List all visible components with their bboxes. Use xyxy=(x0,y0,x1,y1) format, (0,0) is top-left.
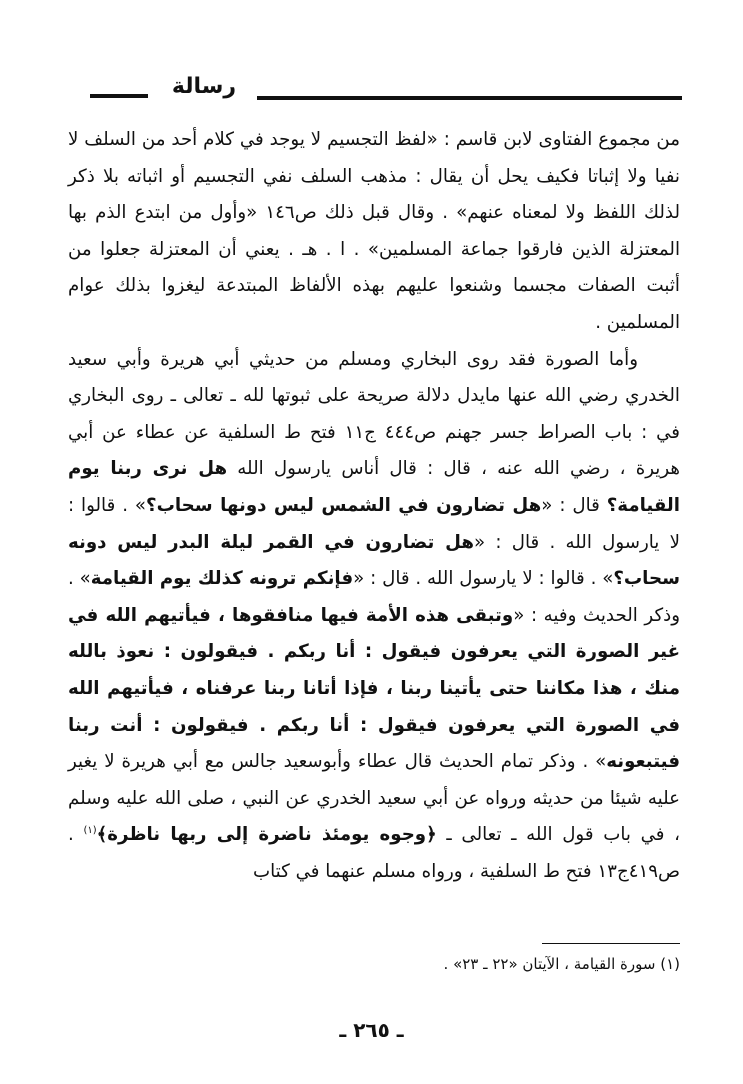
header-rule-long xyxy=(257,96,682,100)
page-header xyxy=(90,74,682,114)
footnote-reference[interactable]: (١) xyxy=(83,825,97,837)
para2-bold-6: ﴿وجوه يومئذ ناضرة إلى ربها ناظرة﴾ xyxy=(96,824,437,846)
para2-text-3: » . قالوا : لا يارسول الله . قال : « xyxy=(68,494,680,553)
footnote-divider xyxy=(542,943,680,944)
footnote: (١) سورة القيامة ، الآيتان «٢٢ ـ ٢٣» . xyxy=(443,955,680,973)
para2-text-2: قال : « xyxy=(541,494,607,516)
para2-text-1: وأما الصورة فقد روى البخاري ومسلم من حديثي أبي هريرة وأبي سعيد الخدري رضي الله عنها مايدل دلالة صريحة على ثبوتها لله ـ تعالى ـ روى البخاري في : باب الصراط جسر جهنم ص٤٤٤ ج١١ فتح ط السلفية عن عطاء عن أبي هريرة ، رضي الله عنه ، قال : قال أناس يارسول الله xyxy=(68,348,680,480)
paragraph-2 xyxy=(68,342,680,891)
para2-text-5: » . وذكر الحديث وفيه : « xyxy=(68,568,680,626)
para1-text-1: من مجموع الفتاوى لابن قاسم : «لفظ التجسيم لا يوجد في كلام أحد من السلف لا نفيا ولا إثباتا فكيف يحل أن يقال : مذهب السلف نفي التجسيم أو اثباته بلا ذكر لذلك اللفظ ولا لمعناه عنهم» . وقال قبل ذلك ص١٤٦ «وأول من ابتدع الذم بها المعتزلة الذين فارقوا جماعة المسلمين» . ا . هـ . يعني أن المعتزلة جعلوا من أثبت الصفات مجسما وشنعوا عليهم بهذه الألفاظ المبتدعة ليغزوا بذلك عوام المسلمين . xyxy=(68,129,680,333)
para2-bold-2: هل تضارون في الشمس ليس دونها سحاب؟ xyxy=(146,494,542,516)
header-rule-short xyxy=(90,94,148,98)
para2-bold-1: هل نرى ربنا يوم القيامة؟ xyxy=(68,458,680,516)
header-title: رسالة xyxy=(171,74,237,99)
paragraph-1 xyxy=(68,122,680,342)
para2-text-6: » . وذكر تمام الحديث قال عطاء وأبوسعيد جالس مع أبي هريرة لا يغير عليه شيئا من حديثه ورواه عن أبي سعيد الخدري عن النبي ، صلى الله عليه وسلم ، في باب قول الله ـ تعالى ـ xyxy=(68,751,680,846)
para2-text-4: » . قالوا : لا يارسول الله . قال : « xyxy=(353,568,614,590)
para2-bold-5: وتبقى هذه الأمة فيها منافقوها ، فيأتيهم الله في غير الصورة التي يعرفون فيقول : أنا ربكم . فيقولون : نعوذ بالله منك ، هذا مكاننا حتى يأتينا ربنا ، فإذا أتانا ربنا عرفناه ، فيأتيهم الله في الصورة التي يعرفون فيقول : أنا ربكم . فيقولون : أنت ربنا فيتبعونه xyxy=(68,604,680,773)
para2-bold-3: هل تضارون في القمر ليلة البدر ليس دونه سحاب؟ xyxy=(68,531,680,590)
para2-bold-4: فإنكم ترونه كذلك يوم القيامة xyxy=(90,568,354,590)
para2-text-7: . ص٤١٩ج١٣ فتح ط السلفية ، ورواه مسلم عنهما في كتاب xyxy=(68,824,680,882)
page-number: ـ ٢٦٥ ـ xyxy=(339,1018,404,1042)
body-text xyxy=(68,122,680,890)
